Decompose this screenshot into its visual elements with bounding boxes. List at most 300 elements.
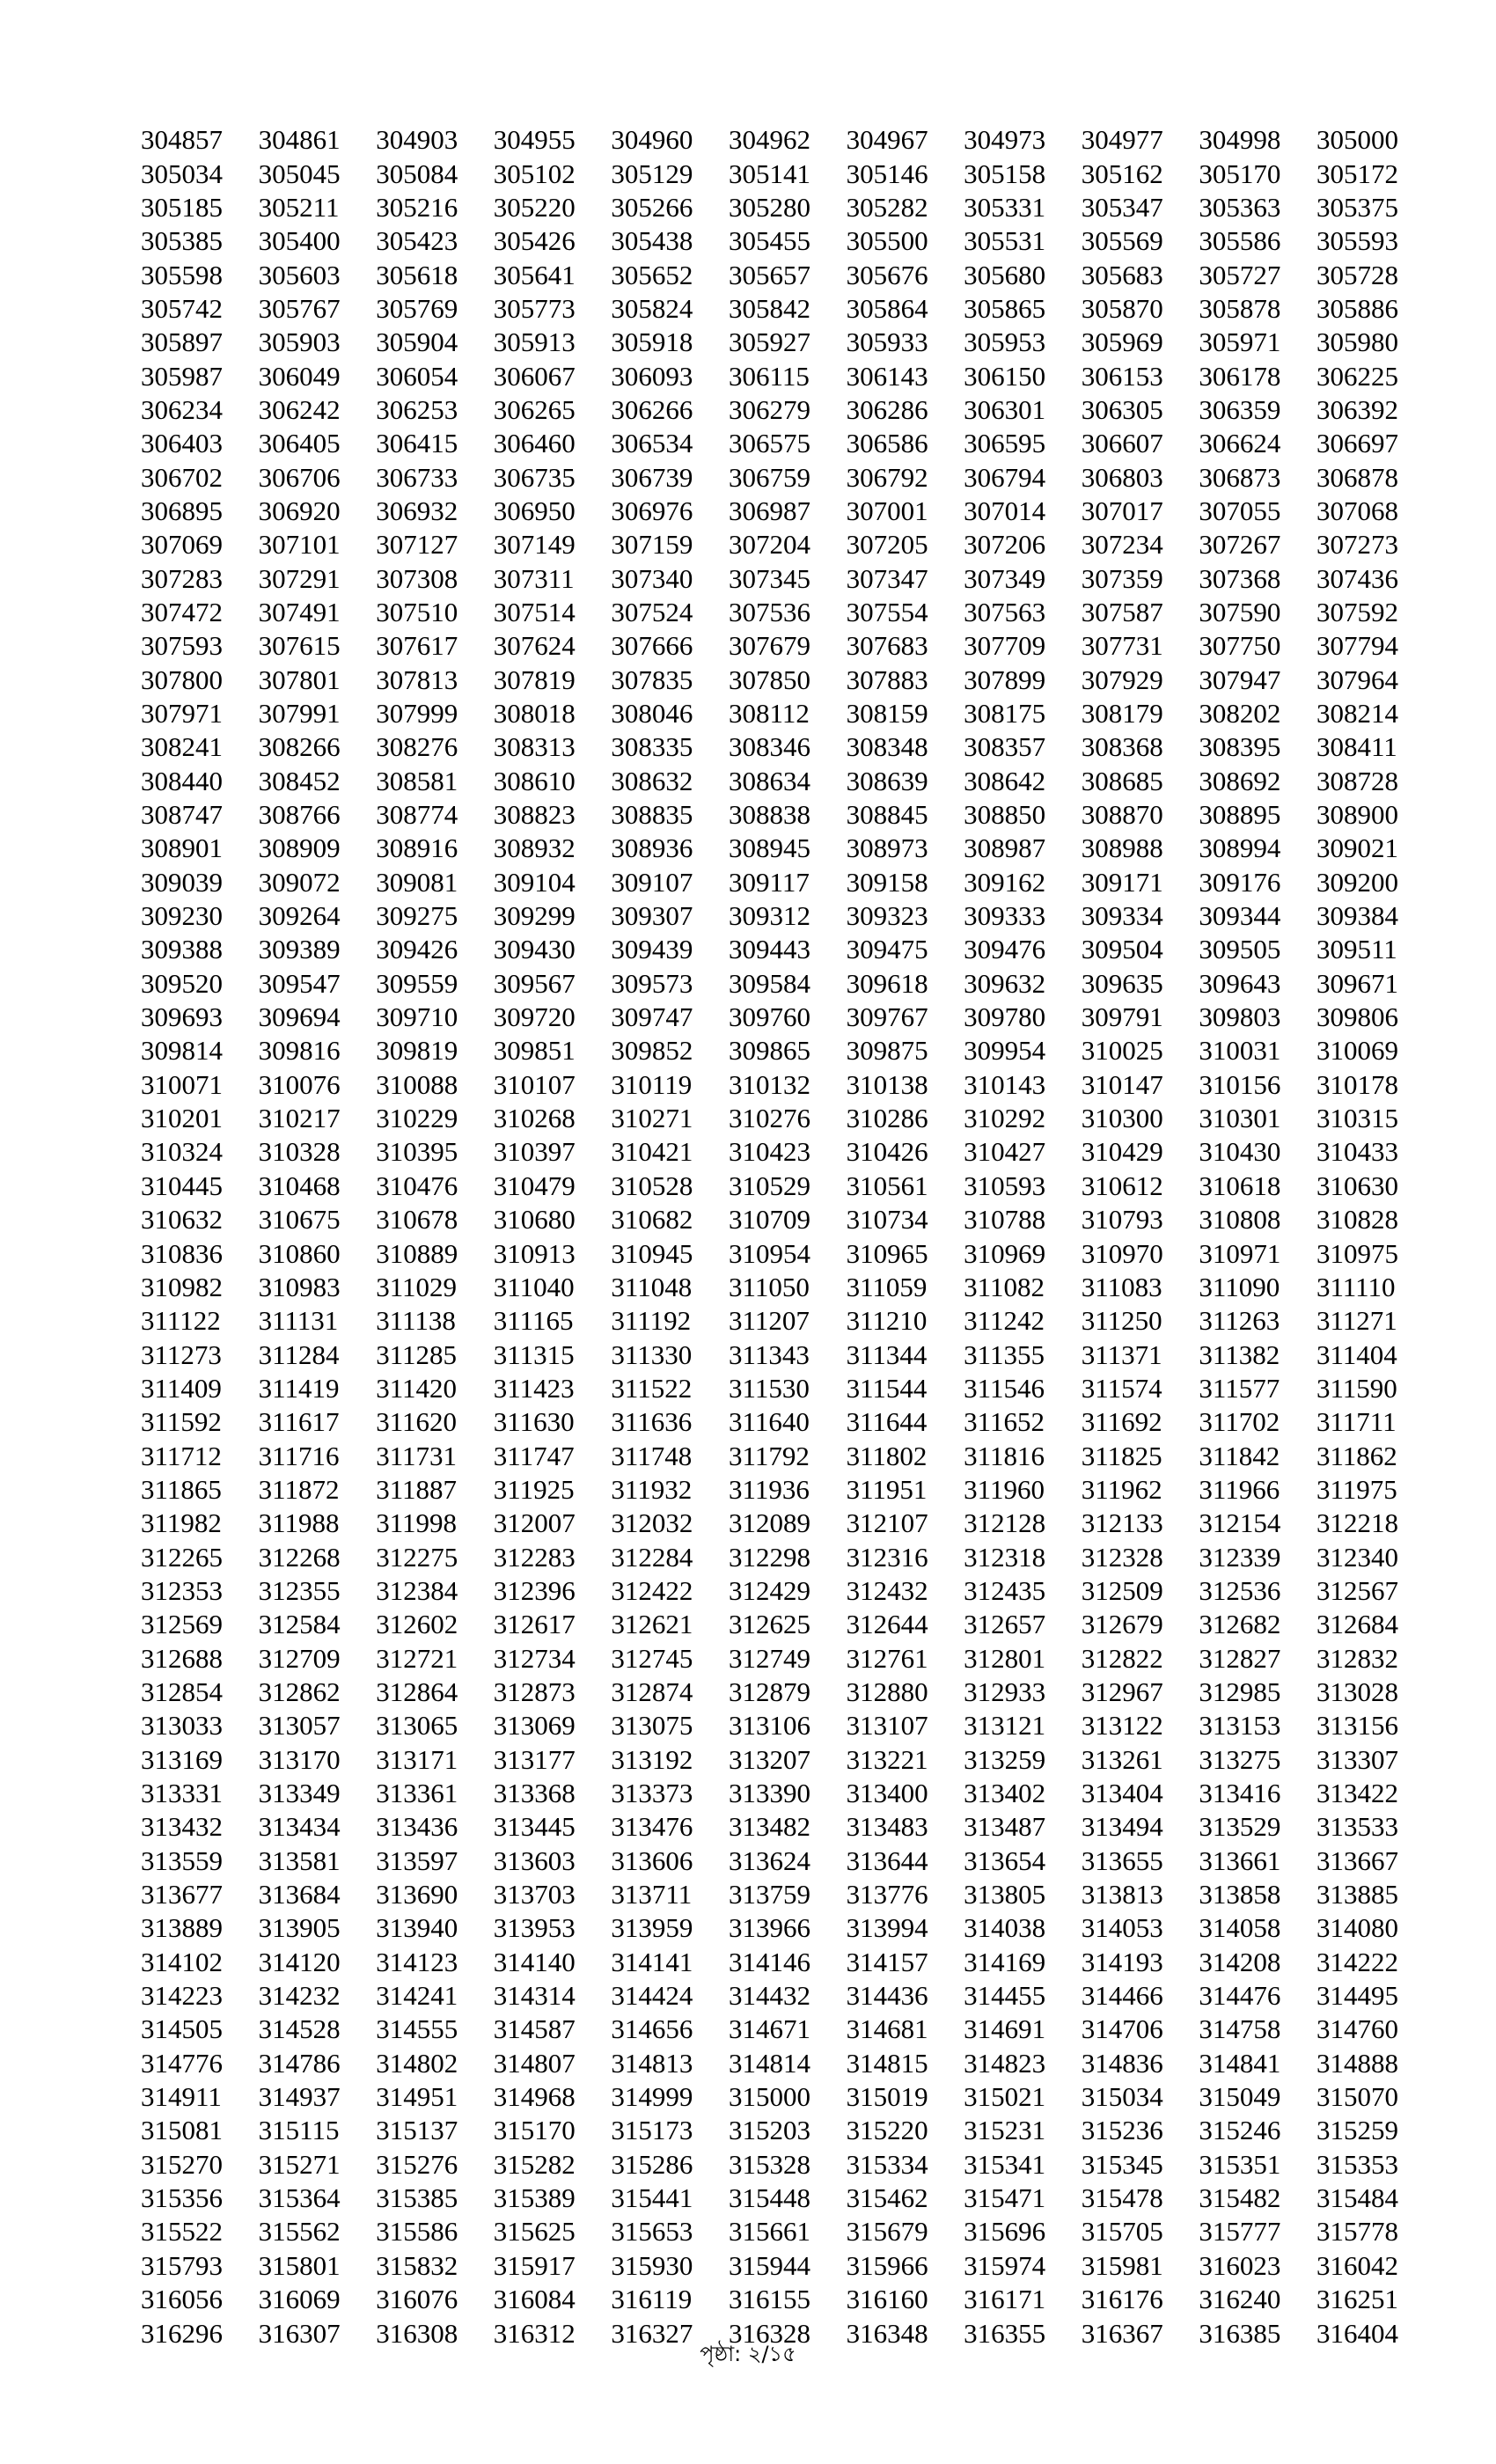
number-cell: 313677 [141, 1879, 223, 1910]
number-cell: 311242 [964, 1305, 1045, 1337]
number-cell: 304998 [1199, 124, 1281, 156]
number-cell: 309851 [493, 1035, 576, 1067]
number-cell: 314169 [964, 1946, 1046, 1977]
number-cell: 315049 [1199, 2081, 1281, 2113]
number-cell: 306873 [1199, 461, 1281, 493]
number-cell: 310969 [964, 1237, 1046, 1269]
number-cell: 307800 [141, 664, 223, 695]
number-cell: 306305 [1081, 393, 1163, 425]
number-cell: 308639 [846, 765, 928, 796]
number-cell: 315793 [141, 2249, 223, 2281]
number-cell: 311059 [846, 1271, 928, 1302]
number-cell: 309039 [141, 866, 223, 898]
number-cell: 315353 [1316, 2148, 1398, 2180]
number-cell: 311544 [846, 1372, 928, 1404]
table-row [141, 1844, 1434, 1878]
number-cell: 311842 [1199, 1440, 1280, 1471]
number-cell: 309632 [964, 967, 1046, 999]
table-row [141, 1946, 1434, 1979]
number-cell: 312355 [258, 1574, 341, 1606]
number-cell: 306067 [493, 360, 576, 392]
number-cell: 309803 [1199, 1001, 1281, 1033]
number-cell: 309475 [846, 934, 928, 965]
number-cell: 314123 [376, 1946, 458, 1977]
number-cell: 309333 [964, 900, 1046, 932]
number-cell: 306607 [1081, 428, 1163, 459]
number-cell: 309547 [258, 967, 341, 999]
number-cell: 306794 [964, 461, 1046, 493]
number-cell: 309814 [141, 1035, 223, 1067]
number-cell: 310271 [611, 1103, 693, 1134]
number-cell: 313483 [846, 1811, 928, 1843]
number-cell: 313711 [611, 1879, 693, 1910]
number-cell: 307899 [964, 664, 1046, 695]
table-row [141, 460, 1434, 494]
number-cell: 310734 [846, 1204, 928, 1236]
table-row [141, 1304, 1434, 1338]
number-cell: 313307 [1316, 1743, 1398, 1775]
number-cell: 314776 [141, 2047, 223, 2079]
number-cell: 308634 [728, 765, 810, 796]
number-cell: 308313 [493, 731, 576, 763]
number-cell: 307349 [964, 562, 1046, 594]
number-cell: 307750 [1199, 630, 1281, 662]
number-cell: 314587 [493, 2013, 576, 2045]
number-cell: 314120 [258, 1946, 341, 1977]
number-cell: 313416 [1199, 1778, 1281, 1809]
number-cell: 308835 [611, 799, 693, 831]
number-cell: 316069 [258, 2284, 341, 2315]
number-cell: 314314 [493, 1980, 576, 2012]
number-cell: 313432 [141, 1811, 223, 1843]
number-cell: 311546 [964, 1372, 1045, 1404]
number-cell: 313075 [611, 1710, 693, 1742]
number-cell: 310975 [1316, 1237, 1398, 1269]
number-cell: 314476 [1199, 1980, 1281, 2012]
number-cell: 307709 [964, 630, 1046, 662]
number-cell: 313889 [141, 1912, 223, 1944]
number-cell: 313402 [964, 1778, 1046, 1809]
number-cell: 309200 [1316, 866, 1398, 898]
number-cell: 307283 [141, 562, 223, 594]
number-cell: 313121 [964, 1710, 1046, 1742]
number-cell: 312822 [1081, 1642, 1163, 1674]
number-cell: 311083 [1081, 1271, 1162, 1302]
number-cell: 304973 [964, 124, 1046, 156]
number-cell: 314193 [1081, 1946, 1163, 1977]
number-cell: 315777 [1199, 2216, 1281, 2248]
number-cell: 313529 [1199, 1811, 1281, 1843]
number-cell: 315259 [1316, 2115, 1398, 2146]
number-cell: 314146 [728, 1946, 810, 1977]
number-cell: 310945 [611, 1237, 693, 1269]
number-cell: 309865 [728, 1035, 810, 1067]
number-cell: 311825 [1081, 1440, 1162, 1471]
table-row [141, 561, 1434, 595]
number-cell: 311748 [611, 1440, 693, 1471]
table-row [141, 1034, 1434, 1067]
number-cell: 308895 [1199, 799, 1281, 831]
number-cell: 306878 [1316, 461, 1398, 493]
number-cell: 308610 [493, 765, 576, 796]
number-cell: 314760 [1316, 2013, 1398, 2045]
table-row [141, 1068, 1434, 1102]
table-row [141, 1810, 1434, 1844]
table-row [141, 528, 1434, 561]
number-cell: 313349 [258, 1778, 341, 1809]
number-cell: 313069 [493, 1710, 576, 1742]
number-cell: 311131 [258, 1305, 339, 1337]
number-cell: 304967 [846, 124, 928, 156]
number-cell: 314223 [141, 1980, 223, 2012]
number-cell: 310709 [728, 1204, 810, 1236]
number-cell: 311382 [1199, 1338, 1280, 1370]
number-cell: 312154 [1199, 1507, 1281, 1539]
number-cell: 309635 [1081, 967, 1163, 999]
number-cell: 309573 [611, 967, 693, 999]
number-cell: 305586 [1199, 225, 1281, 257]
number-cell: 313422 [1316, 1778, 1398, 1809]
number-cell: 305500 [846, 225, 928, 257]
number-cell: 305980 [1316, 326, 1398, 358]
number-cell: 316307 [258, 2317, 341, 2349]
number-cell: 313482 [728, 1811, 810, 1843]
number-cell: 314814 [728, 2047, 810, 2079]
table-row [141, 2080, 1434, 2114]
number-cell: 306697 [1316, 428, 1398, 459]
number-cell: 315441 [611, 2182, 693, 2214]
table-row [141, 292, 1434, 326]
number-cell: 316076 [376, 2284, 458, 2315]
number-cell: 312107 [846, 1507, 928, 1539]
number-cell: 310286 [846, 1103, 928, 1134]
number-cell: 309511 [1316, 934, 1397, 965]
number-cell: 316327 [611, 2317, 693, 2349]
number-cell: 305141 [728, 158, 810, 189]
number-cell: 312684 [1316, 1609, 1398, 1640]
number-cell: 311936 [728, 1473, 810, 1505]
number-cell: 311592 [141, 1406, 222, 1438]
number-cell: 312682 [1199, 1609, 1281, 1640]
number-cell: 305913 [493, 326, 576, 358]
number-cell: 312275 [376, 1541, 458, 1573]
number-cell: 305878 [1199, 292, 1281, 324]
number-cell: 308838 [728, 799, 810, 831]
number-cell: 309264 [258, 900, 341, 932]
number-cell: 312644 [846, 1609, 928, 1640]
number-cell: 306253 [376, 393, 458, 425]
number-cell: 305280 [728, 191, 810, 223]
table-row [141, 765, 1434, 798]
number-cell: 311711 [1316, 1406, 1397, 1438]
number-cell: 310328 [258, 1136, 341, 1168]
number-cell: 313655 [1081, 1844, 1163, 1876]
number-cell: 306792 [846, 461, 928, 493]
number-cell: 307592 [1316, 596, 1398, 627]
number-cell: 310860 [258, 1237, 341, 1269]
number-cell: 307340 [611, 562, 693, 594]
number-cell: 312536 [1199, 1574, 1281, 1606]
number-cell: 305767 [258, 292, 341, 324]
table-row [141, 1608, 1434, 1641]
number-cell: 310292 [964, 1103, 1046, 1134]
number-cell: 307999 [376, 698, 458, 730]
number-cell: 314841 [1199, 2047, 1281, 2079]
number-cell: 308747 [141, 799, 223, 831]
number-cell: 306403 [141, 428, 223, 459]
number-cell: 309307 [611, 900, 693, 932]
number-cell: 312032 [611, 1507, 693, 1539]
number-cell: 310965 [846, 1237, 928, 1269]
number-cell: 314911 [141, 2081, 222, 2113]
number-cell: 308692 [1199, 765, 1281, 796]
number-cell: 305162 [1081, 158, 1163, 189]
number-cell: 307929 [1081, 664, 1163, 695]
number-cell: 310119 [611, 1068, 693, 1100]
number-cell: 305903 [258, 326, 341, 358]
number-cell: 309443 [728, 934, 810, 965]
number-cell: 309767 [846, 1001, 928, 1033]
number-cell: 307068 [1316, 495, 1398, 526]
number-cell: 308774 [376, 799, 458, 831]
number-cell: 310430 [1199, 1136, 1281, 1168]
number-cell: 311138 [376, 1305, 456, 1337]
number-cell: 313994 [846, 1912, 928, 1944]
number-cell: 312879 [728, 1676, 810, 1707]
number-cell: 309559 [376, 967, 458, 999]
number-cell: 305185 [141, 191, 223, 223]
number-cell: 315173 [611, 2115, 693, 2146]
number-cell: 310088 [376, 1068, 458, 1100]
number-cell: 315356 [141, 2182, 223, 2214]
number-grid [141, 123, 1434, 2350]
number-cell: 308987 [964, 832, 1046, 864]
number-cell: 312862 [258, 1676, 341, 1707]
number-cell: 312316 [846, 1541, 928, 1573]
number-cell: 315286 [611, 2148, 693, 2180]
table-row [141, 495, 1434, 528]
number-cell: 311716 [258, 1440, 340, 1471]
number-cell: 309694 [258, 1001, 341, 1033]
number-cell: 313122 [1081, 1710, 1163, 1742]
number-cell: 310476 [376, 1170, 458, 1201]
number-cell: 310429 [1081, 1136, 1163, 1168]
table-row [141, 2047, 1434, 2080]
number-cell: 314706 [1081, 2013, 1163, 2045]
number-cell: 309021 [1316, 832, 1398, 864]
number-cell: 311207 [728, 1305, 810, 1337]
number-cell: 308988 [1081, 832, 1163, 864]
number-cell: 312657 [964, 1609, 1046, 1640]
number-cell: 305953 [964, 326, 1046, 358]
number-cell: 305742 [141, 292, 223, 324]
number-cell: 305683 [1081, 259, 1163, 290]
number-cell: 308870 [1081, 799, 1163, 831]
number-cell: 316119 [611, 2284, 693, 2315]
number-cell: 315170 [493, 2115, 576, 2146]
number-cell: 313703 [493, 1879, 576, 1910]
table-row [141, 393, 1434, 427]
number-cell: 306920 [258, 495, 341, 526]
number-cell: 310025 [1081, 1035, 1163, 1067]
number-cell: 306054 [376, 360, 458, 392]
number-cell: 306702 [141, 461, 223, 493]
number-cell: 307554 [846, 596, 928, 627]
number-cell: 307794 [1316, 630, 1398, 662]
number-cell: 309760 [728, 1001, 810, 1033]
number-cell: 313361 [376, 1778, 458, 1809]
number-cell: 312432 [846, 1574, 928, 1606]
number-cell: 308973 [846, 832, 928, 864]
number-cell: 315276 [376, 2148, 458, 2180]
number-cell: 307679 [728, 630, 810, 662]
number-cell: 315341 [964, 2148, 1046, 2180]
number-cell: 305727 [1199, 259, 1281, 290]
number-cell: 309439 [611, 934, 693, 965]
number-cell: 310107 [493, 1068, 576, 1100]
number-cell: 304903 [376, 124, 458, 156]
number-cell: 305400 [258, 225, 341, 257]
number-cell: 313661 [1199, 1844, 1281, 1876]
number-cell: 311423 [493, 1372, 575, 1404]
number-cell: 307524 [611, 596, 693, 627]
number-cell: 311040 [493, 1271, 575, 1302]
number-cell: 306301 [964, 393, 1046, 425]
number-cell: 309720 [493, 1001, 576, 1033]
number-cell: 309158 [846, 866, 928, 898]
number-cell: 314691 [964, 2013, 1046, 2045]
number-cell: 305569 [1081, 225, 1163, 257]
number-cell: 305864 [846, 292, 928, 324]
number-cell: 311355 [964, 1338, 1045, 1370]
number-cell: 313476 [611, 1811, 693, 1843]
table-row [141, 258, 1434, 291]
number-cell: 307267 [1199, 529, 1281, 561]
number-cell: 314058 [1199, 1912, 1281, 1944]
table-row [141, 1574, 1434, 1608]
number-cell: 310147 [1081, 1068, 1163, 1100]
number-cell: 307359 [1081, 562, 1163, 594]
number-cell: 310561 [846, 1170, 928, 1201]
number-cell: 313603 [493, 1844, 576, 1876]
number-cell: 313940 [376, 1912, 458, 1944]
number-cell: 308335 [611, 731, 693, 763]
number-cell: 308766 [258, 799, 341, 831]
number-cell: 314436 [846, 1980, 928, 2012]
number-cell: 314432 [728, 1980, 810, 2012]
number-cell: 315653 [611, 2216, 693, 2248]
number-cell: 313445 [493, 1811, 576, 1843]
number-cell: 308685 [1081, 765, 1163, 796]
number-cell: 308642 [964, 765, 1046, 796]
number-cell: 306415 [376, 428, 458, 459]
number-cell: 311250 [1081, 1305, 1162, 1337]
number-cell: 312429 [728, 1574, 810, 1606]
number-cell: 313390 [728, 1778, 810, 1809]
number-cell: 311865 [141, 1473, 222, 1505]
number-cell: 315778 [1316, 2216, 1398, 2248]
number-cell: 310529 [728, 1170, 810, 1201]
number-cell: 309618 [846, 967, 928, 999]
number-cell: 308202 [1199, 698, 1281, 730]
number-cell: 308159 [846, 698, 928, 730]
number-cell: 313959 [611, 1912, 693, 1944]
number-cell: 314222 [1316, 1946, 1398, 1977]
number-cell: 312567 [1316, 1574, 1398, 1606]
number-cell: 311110 [1316, 1271, 1396, 1302]
number-cell: 308175 [964, 698, 1046, 730]
number-cell: 312967 [1081, 1676, 1163, 1707]
number-cell: 311692 [1081, 1406, 1162, 1438]
number-cell: 315462 [846, 2182, 928, 2214]
number-cell: 309671 [1316, 967, 1398, 999]
number-cell: 315000 [728, 2081, 810, 2113]
number-cell: 310268 [493, 1103, 576, 1134]
number-cell: 308440 [141, 765, 223, 796]
number-cell: 309171 [1081, 866, 1163, 898]
number-cell: 311960 [964, 1473, 1045, 1505]
number-cell: 307149 [493, 529, 576, 561]
number-cell: 309117 [728, 866, 810, 898]
number-cell: 311273 [141, 1338, 222, 1370]
number-cell: 306392 [1316, 393, 1398, 425]
number-cell: 313434 [258, 1811, 341, 1843]
number-cell: 316328 [728, 2317, 810, 2349]
number-cell: 310423 [728, 1136, 810, 1168]
number-cell: 311966 [1199, 1473, 1280, 1505]
number-cell: 311574 [1081, 1372, 1162, 1404]
number-cell: 306093 [611, 360, 693, 392]
number-cell: 315246 [1199, 2115, 1281, 2146]
number-cell: 311951 [846, 1473, 928, 1505]
number-cell: 314937 [258, 2081, 341, 2113]
number-cell: 305266 [611, 191, 693, 223]
number-cell: 313192 [611, 1743, 693, 1775]
number-cell: 314555 [376, 2013, 458, 2045]
table-row [141, 1203, 1434, 1236]
number-cell: 315586 [376, 2216, 458, 2248]
number-cell: 313106 [728, 1710, 810, 1742]
number-cell: 307069 [141, 529, 223, 561]
number-cell: 310301 [1199, 1103, 1281, 1134]
number-cell: 313813 [1081, 1879, 1163, 1910]
number-cell: 307127 [376, 529, 458, 561]
number-cell: 311330 [611, 1338, 693, 1370]
number-cell: 316385 [1199, 2317, 1281, 2349]
number-cell: 315625 [493, 2216, 576, 2248]
number-cell: 306405 [258, 428, 341, 459]
number-cell: 313033 [141, 1710, 223, 1742]
number-cell: 306976 [611, 495, 693, 526]
number-cell: 306460 [493, 428, 576, 459]
number-cell: 307472 [141, 596, 223, 627]
number-cell: 305842 [728, 292, 810, 324]
number-cell: 315282 [493, 2148, 576, 2180]
number-cell: 307101 [258, 529, 341, 561]
number-cell: 307017 [1081, 495, 1163, 526]
table-row [141, 899, 1434, 933]
number-cell: 310682 [611, 1204, 693, 1236]
number-cell: 307964 [1316, 664, 1398, 695]
number-cell: 314038 [964, 1912, 1046, 1944]
number-cell: 311747 [493, 1440, 575, 1471]
number-cell: 309693 [141, 1001, 223, 1033]
number-cell: 308276 [376, 731, 458, 763]
number-cell: 308916 [376, 832, 458, 864]
number-cell: 308346 [728, 731, 810, 763]
number-cell: 314232 [258, 1980, 341, 2012]
number-cell: 312745 [611, 1642, 693, 1674]
